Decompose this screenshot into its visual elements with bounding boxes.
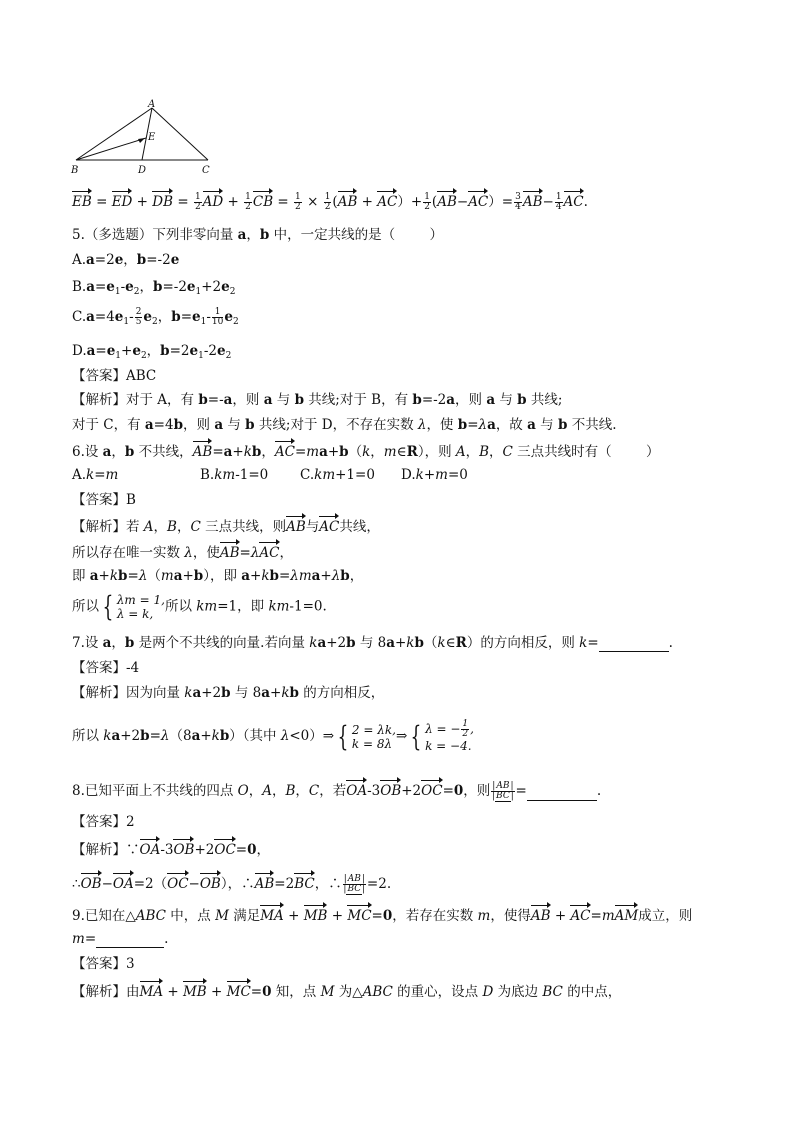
triangle-figure — [66, 98, 216, 178]
q5-title: 5.（多选题）下列非零向量 a，b 中，一定共线的是（ ） — [72, 227, 443, 243]
eb-derivation: EB = ED + DB = $\frac{1}{2}$ AD + $\frac{1}{2}$ CB = $\frac{1}{2}$ × $\frac{1}{2}$ (AB + AC）+ $\frac{1}{2}$ (AB−AC）= $\frac{3}{4}$ AB− $\frac{1}{4}$ AC. — [72, 192, 588, 212]
label-B: B — [71, 165, 79, 176]
label-C: C — [202, 165, 210, 176]
q8-answer: 【答案】2 — [72, 814, 135, 830]
q5-analysis-2: 对于 C，有 a=4b，则 a 与 b 共线;对于 D，不存在实数 λ，使 b=λa，故 a 与 b 不共线. — [72, 417, 617, 433]
label-E: E — [148, 132, 156, 143]
q6-title: 6.设 a，b 不共线，AB=a+kb，AC=ma+b（k，m∈R），则 A，B，C 三点共线时有（ ） — [72, 440, 660, 461]
q5-option-d: $D.a=e_1+e_2$，$b=2e_1-2e_2$ — [72, 343, 232, 361]
q6-option-c: C.km+1=0 — [300, 467, 375, 483]
q7-analysis-2: 所以 ka+2b=λ（8a+kb）（其中 λ<0）⇒ { 2 = λk, k = 8λ ⇒ { λ = − $\frac{1}{2}$ , k = −4. — [72, 719, 474, 753]
q6-answer: 【答案】B — [72, 492, 136, 508]
q6-option-a: A.k=m — [72, 467, 119, 483]
q6-analysis-4: 所以 { λm = 1, λ = k, 所以 km=1，即 km-1=0. — [72, 590, 327, 623]
q8-blank — [527, 786, 597, 801]
q7-analysis-1: 【解析】因为向量 ka+2b 与 8a+kb 的方向相反， — [72, 685, 385, 701]
q5-answer: 【答案】ABC — [72, 368, 157, 384]
label-A: A — [148, 99, 156, 110]
q6-option-d: D.k+m=0 — [401, 467, 468, 483]
q5-option-a: A.a=2e，b=-2e — [72, 252, 180, 268]
q8-analysis-2: ∴OB−OA=2（OC−OB），∴AB=2BC，∴ $\frac{|AB|}{|BC|}$ =2. — [72, 874, 392, 894]
q9-answer: 【答案】3 — [72, 956, 135, 972]
q8-title: 8.已知平面上不共线的四点 O，A，B，C，若OA-3OB+2OC=0，则 $\frac{|AB|}{|BC|}$ = . — [72, 781, 602, 801]
q6-options — [72, 466, 468, 484]
q5-analysis-1: 【解析】对于 A，有 b=-a，则 a 与 b 共线;对于 B，有 b=-2a，则 a 与 b 共线; — [72, 392, 563, 408]
q5-option-c: $C.a=4e_1-$ $\frac{2}{5}$ $e_2$，$b=e_1-$ $\frac{1}{10}$ $e_2$ — [72, 307, 239, 327]
q6-option-b: B.km-1=0 — [200, 467, 269, 483]
q6-analysis-1: 【解析】若 A，B，C 三点共线，则AB与AC共线， — [72, 515, 380, 536]
q5-option-b: $B.a=e_1-e_2$，$b=-2e_1+2e_2$ — [72, 279, 236, 297]
q6-analysis-3: 即 a+kb=λ（ma+b），即 a+kb=λma+λb， — [72, 568, 364, 584]
label-D: D — [138, 165, 147, 176]
q9-analysis-1: 【解析】由MA + MB + MC=0 知，点 M 为△ABC 的重心，设点 D 为底边 BC 的中点， — [72, 980, 621, 1001]
q9-title-2: m= . — [72, 931, 169, 947]
q9-title: 9.已知在△ABC 中，点 M 满足MA + MB + MC=0，若存在实数 m，使得AB + AC=mAM成立，则 — [72, 904, 692, 925]
q6-analysis-2: 所以存在唯一实数 λ，使AB=λAC， — [72, 541, 293, 562]
q7-blank — [599, 637, 669, 652]
triangle-diagram — [66, 98, 216, 178]
q7-title: 7.设 a，b 是两个不共线的向量.若向量 ka+2b 与 8a+kb（k∈R）的方向相反，则 k= . — [72, 635, 673, 651]
q8-analysis-1: 【解析】∵OA-3OB+2OC=0， — [72, 838, 270, 859]
q7-answer: 【答案】-4 — [72, 660, 140, 676]
q9-blank — [96, 933, 164, 948]
